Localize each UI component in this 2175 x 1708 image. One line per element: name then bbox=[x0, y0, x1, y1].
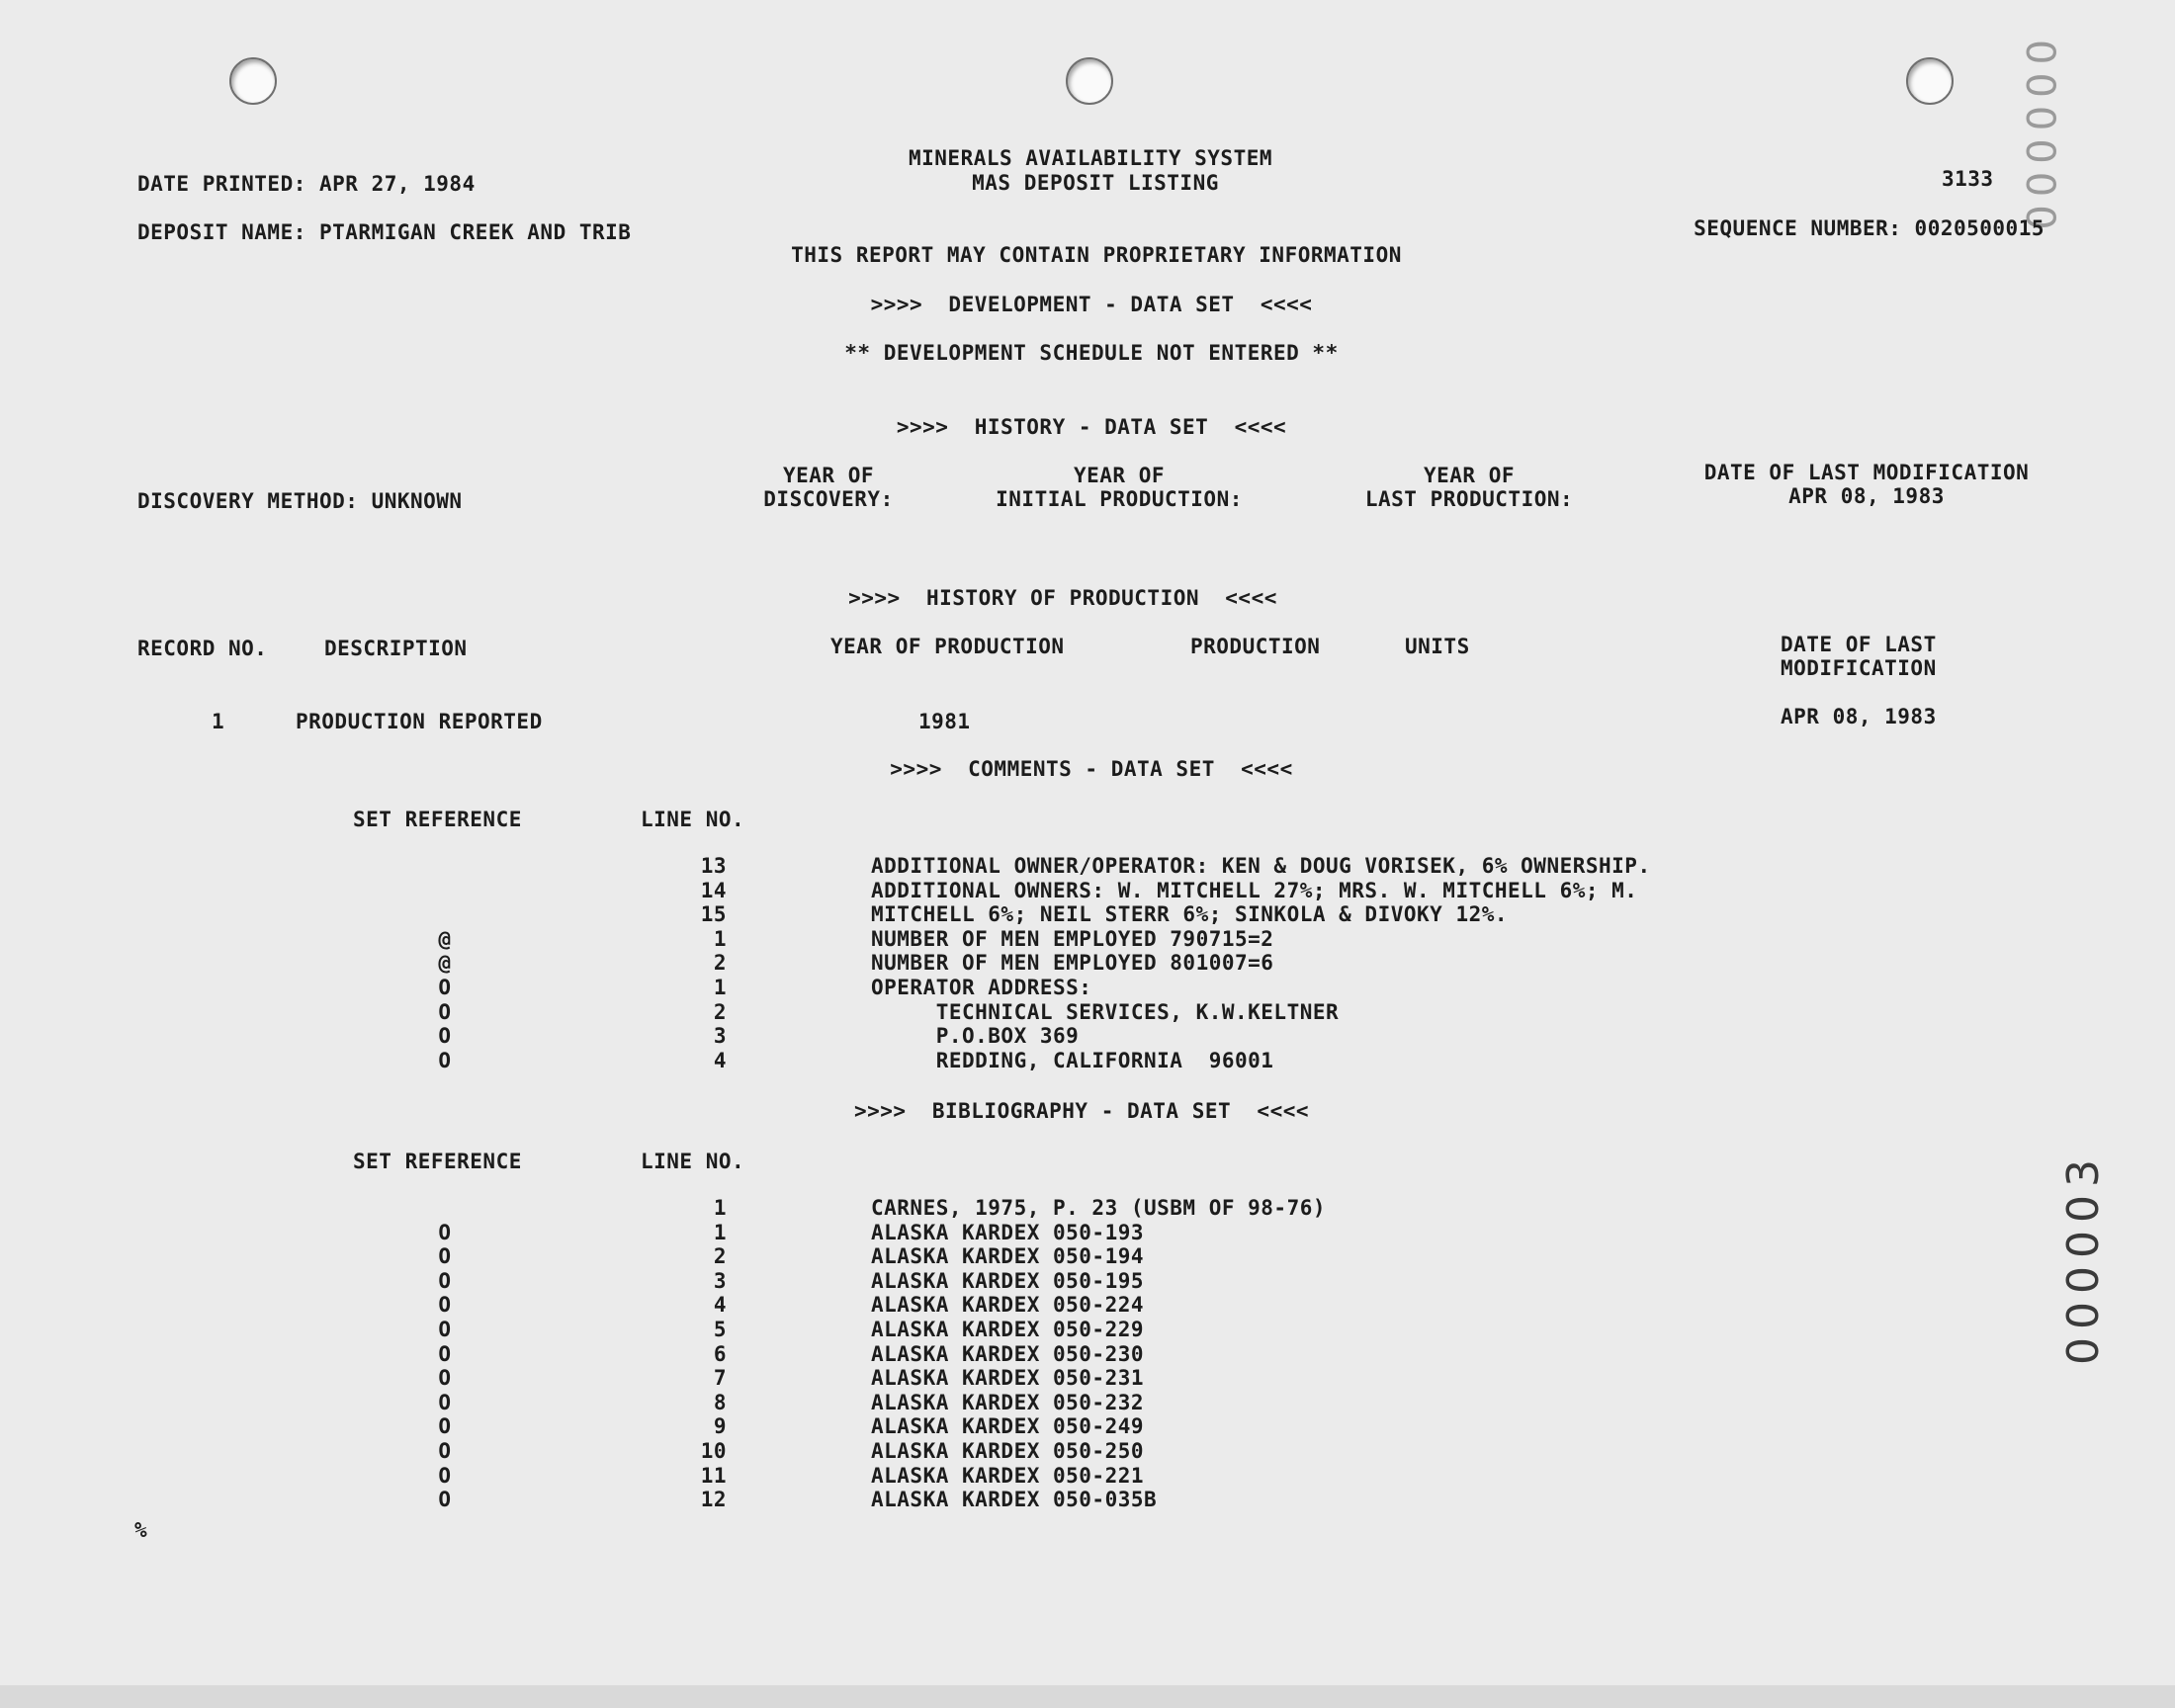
set-reference-cell: O bbox=[438, 1293, 452, 1318]
set-reference-cell: O bbox=[438, 1048, 452, 1072]
col-units: UNITS bbox=[1405, 635, 1470, 658]
deposit-name: DEPOSIT NAME: PTARMIGAN CREEK AND TRIB bbox=[137, 220, 632, 244]
comment-text-cell: ALASKA KARDEX 050-250 bbox=[871, 1439, 1145, 1463]
bibliography-heading: >>>> BIBLIOGRAPHY - DATA SET <<<< bbox=[853, 1099, 1310, 1123]
comment-text-cell: ADDITIONAL OWNER/OPERATOR: KEN & DOUG VORISEK, 6% OWNERSHIP. bbox=[871, 854, 1651, 878]
col-date-last-modification: DATE OF LAST MODIFICATION bbox=[1781, 633, 1937, 680]
comment-text-cell: ALASKA KARDEX 050-249 bbox=[871, 1414, 1145, 1439]
set-reference-cell: O bbox=[438, 1318, 452, 1341]
production-heading: >>>> HISTORY OF PRODUCTION <<<< bbox=[848, 586, 1277, 610]
year-of-discovery-label: YEAR OF DISCOVERY: bbox=[763, 464, 894, 511]
comment-text-cell: ALASKA KARDEX 050-224 bbox=[871, 1293, 1145, 1318]
production-description: PRODUCTION REPORTED bbox=[296, 710, 543, 733]
production-year: 1981 bbox=[918, 710, 971, 733]
line-no-cell: 8 bbox=[713, 1390, 727, 1414]
sequence-number: SEQUENCE NUMBER: 0020500015 bbox=[1694, 216, 2044, 240]
set-reference-cell: O bbox=[438, 1414, 452, 1439]
line-no-cell: 10 bbox=[700, 1439, 727, 1463]
line-no-cell: 1 bbox=[713, 1220, 727, 1244]
set-reference-cell: O bbox=[438, 976, 452, 999]
bibliography-col-set-reference: SET REFERENCE bbox=[353, 1150, 522, 1173]
development-note: ** DEVELOPMENT SCHEDULE NOT ENTERED ** bbox=[844, 341, 1339, 365]
line-no-cell: 3 bbox=[713, 1024, 727, 1049]
set-reference-cell: O bbox=[438, 999, 452, 1024]
punch-hole-right bbox=[1906, 57, 1954, 105]
set-reference-cell: O bbox=[438, 1463, 452, 1488]
page-code: 3133 bbox=[1942, 167, 1994, 191]
line-no-cell: 6 bbox=[713, 1341, 727, 1366]
line-no-cell: 9 bbox=[713, 1414, 727, 1439]
comment-text-cell: ALASKA KARDEX 050-194 bbox=[871, 1244, 1145, 1269]
production-last-mod: APR 08, 1983 bbox=[1781, 705, 1937, 728]
line-no-cell: 2 bbox=[713, 951, 727, 976]
line-no-cell: 3 bbox=[713, 1268, 727, 1293]
comment-text-cell: NUMBER OF MEN EMPLOYED 801007=6 bbox=[871, 951, 1274, 976]
comments-col-set-reference: SET REFERENCE bbox=[353, 808, 522, 831]
set-reference-cell: O bbox=[438, 1366, 452, 1391]
comments-col-line-no: LINE NO. bbox=[641, 808, 745, 831]
comment-text-cell: ALASKA KARDEX 050-193 bbox=[871, 1220, 1145, 1244]
comment-text-cell: ALASKA KARDEX 050-230 bbox=[871, 1341, 1145, 1366]
set-reference-cell: O bbox=[438, 1488, 452, 1512]
comment-text-cell: OPERATOR ADDRESS: bbox=[871, 976, 1092, 999]
set-reference-cell: @ bbox=[438, 951, 452, 976]
line-no-cell: 2 bbox=[713, 999, 727, 1024]
year-initial-production-label: YEAR OF INITIAL PRODUCTION: bbox=[996, 464, 1243, 511]
proprietary-notice: THIS REPORT MAY CONTAIN PROPRIETARY INFORMATION bbox=[791, 243, 1402, 267]
line-no-cell: 14 bbox=[700, 878, 727, 902]
comment-text-cell: ALASKA KARDEX 050-229 bbox=[871, 1318, 1145, 1341]
year-last-production-label: YEAR OF LAST PRODUCTION: bbox=[1364, 464, 1574, 511]
page-number-stamp: 000003 bbox=[2058, 1152, 2109, 1365]
line-no-cell: 4 bbox=[713, 1048, 727, 1072]
line-no-cell: 1 bbox=[713, 926, 727, 951]
punch-hole-left bbox=[229, 57, 277, 105]
history-heading: >>>> HISTORY - DATA SET <<<< bbox=[896, 415, 1287, 439]
line-no-cell: 7 bbox=[713, 1366, 727, 1391]
footer-mark: % bbox=[134, 1518, 148, 1542]
history-last-modification: DATE OF LAST MODIFICATION APR 08, 1983 bbox=[1703, 461, 2030, 508]
date-printed: DATE PRINTED: APR 27, 1984 bbox=[137, 172, 476, 196]
line-no-cell: 2 bbox=[713, 1244, 727, 1269]
line-no-cell: 1 bbox=[713, 1196, 727, 1220]
comment-text-cell: ALASKA KARDEX 050-035B bbox=[871, 1488, 1158, 1512]
comment-text-cell: ALASKA KARDEX 050-231 bbox=[871, 1366, 1145, 1391]
comment-text-cell: CARNES, 1975, P. 23 (USBM OF 98-76) bbox=[871, 1196, 1327, 1220]
system-title: MINERALS AVAILABILITY SYSTEM bbox=[908, 146, 1273, 170]
comment-text-cell: NUMBER OF MEN EMPLOYED 790715=2 bbox=[871, 926, 1274, 951]
set-reference-cell: O bbox=[438, 1268, 452, 1293]
development-heading: >>>> DEVELOPMENT - DATA SET <<<< bbox=[870, 293, 1313, 316]
punch-hole-center bbox=[1066, 57, 1113, 105]
comment-text-cell: ALASKA KARDEX 050-221 bbox=[871, 1463, 1145, 1488]
set-reference-cell: O bbox=[438, 1390, 452, 1414]
col-production: PRODUCTION bbox=[1190, 635, 1321, 658]
comment-text-cell: ALASKA KARDEX 050-195 bbox=[871, 1268, 1145, 1293]
set-reference-cell: O bbox=[438, 1244, 452, 1269]
comments-heading: >>>> COMMENTS - DATA SET <<<< bbox=[890, 757, 1293, 781]
col-year-of-production: YEAR OF PRODUCTION bbox=[830, 635, 1065, 658]
comment-text-cell: ADDITIONAL OWNERS: W. MITCHELL 27%; MRS. W. MITCHELL 6%; M. bbox=[871, 878, 1638, 902]
comment-text-cell: P.O.BOX 369 bbox=[871, 1024, 1080, 1049]
bibliography-col-line-no: LINE NO. bbox=[641, 1150, 745, 1173]
faint-page-stamp: 000000 bbox=[2017, 40, 2062, 238]
set-reference-cell: O bbox=[438, 1341, 452, 1366]
comment-text-cell: MITCHELL 6%; NEIL STERR 6%; SINKOLA & DIVOKY 12%. bbox=[871, 902, 1509, 927]
set-reference-cell: O bbox=[438, 1024, 452, 1049]
comment-text-cell: TECHNICAL SERVICES, K.W.KELTNER bbox=[871, 999, 1340, 1024]
set-reference-cell: O bbox=[438, 1220, 452, 1244]
line-no-cell: 5 bbox=[713, 1318, 727, 1341]
col-record-no: RECORD NO. bbox=[137, 637, 268, 660]
line-no-cell: 1 bbox=[713, 976, 727, 999]
listing-title: MAS DEPOSIT LISTING bbox=[972, 171, 1219, 195]
line-no-cell: 4 bbox=[713, 1293, 727, 1318]
line-no-cell: 15 bbox=[700, 902, 727, 927]
production-record-no: 1 bbox=[212, 710, 225, 733]
line-no-cell: 11 bbox=[700, 1463, 727, 1488]
comment-text-cell: REDDING, CALIFORNIA 96001 bbox=[871, 1048, 1274, 1072]
comment-text-cell: ALASKA KARDEX 050-232 bbox=[871, 1390, 1145, 1414]
set-reference-cell: O bbox=[438, 1439, 452, 1463]
line-no-cell: 12 bbox=[700, 1488, 727, 1512]
line-no-cell: 13 bbox=[700, 854, 727, 878]
discovery-method: DISCOVERY METHOD: UNKNOWN bbox=[137, 489, 463, 513]
col-description: DESCRIPTION bbox=[324, 637, 468, 660]
set-reference-cell: @ bbox=[438, 926, 452, 951]
